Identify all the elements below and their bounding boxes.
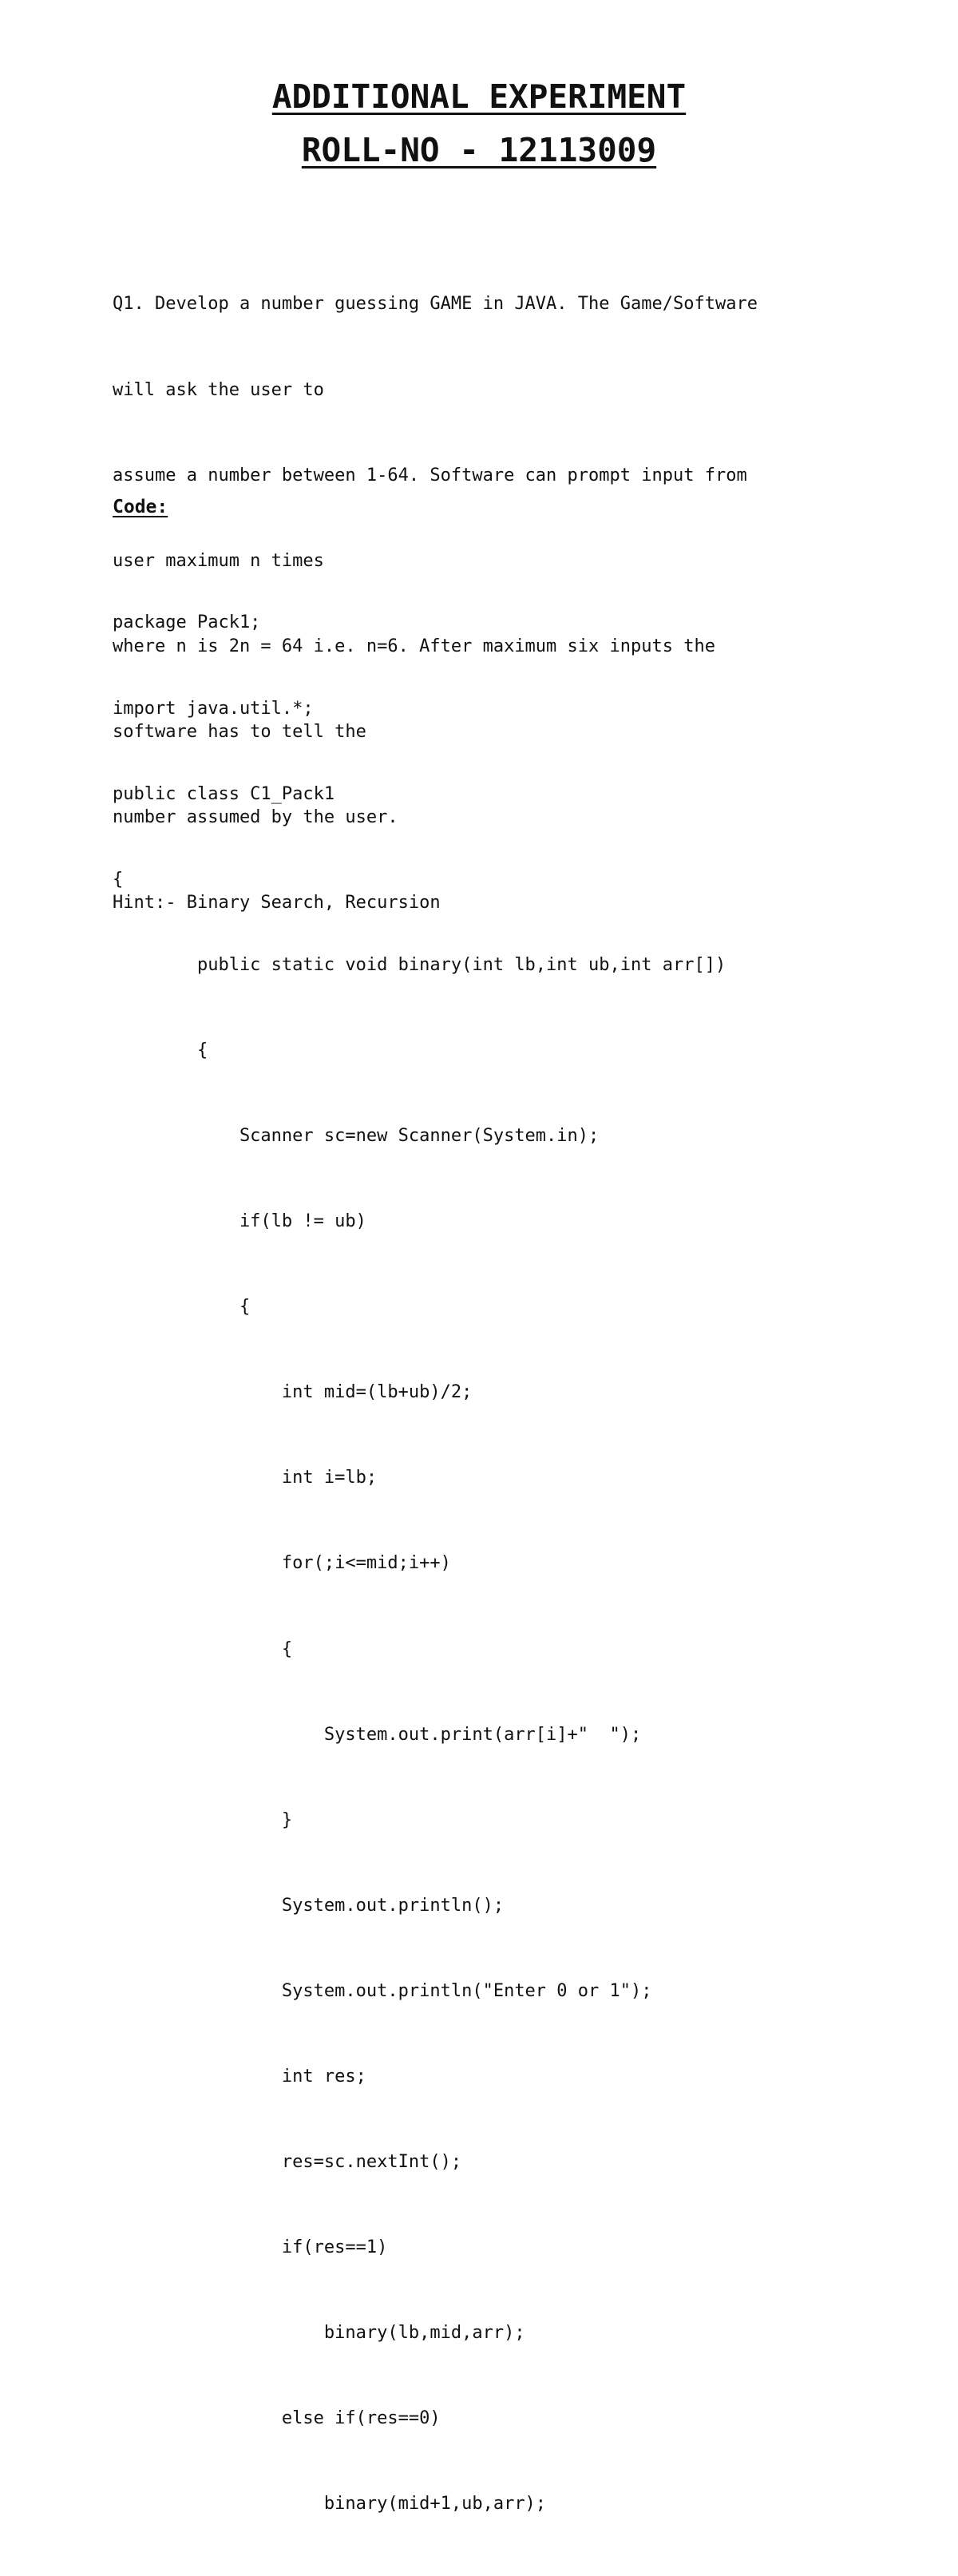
code-line: package Pack1; (113, 612, 261, 633)
code-line: for(;i<=mid;i++) (113, 1553, 451, 1574)
code-line: int mid=(lb+ub)/2; (113, 1382, 473, 1403)
code-line: res=sc.nextInt(); (113, 2152, 462, 2173)
question-line: where n is 2n = 64 i.e. n=6. After maximum six inputs the (113, 636, 715, 656)
code-line: Scanner sc=new Scanner(System.in); (113, 1125, 600, 1146)
code-line: System.out.println(); (113, 1895, 505, 1916)
question-line: Hint:- Binary Search, Recursion (113, 893, 441, 913)
code-line: else if(res==0) (113, 2408, 441, 2429)
code-line: if(res==1) (113, 2237, 388, 2258)
code-line: { (113, 1639, 293, 1659)
code-line: System.out.print(arr[i]+" "); (113, 1724, 642, 1745)
code-line: if(lb != ub) (113, 1211, 366, 1232)
code-line: { (113, 1297, 251, 1318)
code-line: int res; (113, 2067, 366, 2087)
code-line: public static void binary(int lb,int ub,int arr[]) (113, 954, 726, 975)
question-line: number assumed by the user. (113, 806, 398, 827)
code-line: int i=lb; (113, 1468, 378, 1488)
code-line: binary(lb,mid,arr); (113, 2323, 525, 2344)
question-line: will ask the user to (113, 379, 324, 400)
question-line: assume a number between 1-64. Software can prompt input from (113, 465, 747, 485)
code-line: System.out.println("Enter 0 or 1"); (113, 1980, 652, 2001)
code-heading: Code: (113, 497, 168, 517)
roll-number-title: ROLL-NO - 12113009 (301, 131, 657, 169)
question-line: user maximum n times (113, 550, 324, 571)
code-line: import java.util.*; (113, 698, 314, 719)
code-line: binary(mid+1,ub,arr); (113, 2494, 547, 2515)
code-line: public class C1_Pack1 (113, 783, 335, 804)
code-line: { (113, 1040, 208, 1060)
document-title: ADDITIONAL EXPERIMENT (271, 77, 687, 116)
question-line: software has to tell the (113, 721, 366, 742)
question-line: Q1. Develop a number guessing GAME in JAVA. The Game/Software (113, 294, 758, 315)
code-block (113, 552, 726, 2576)
code-line: } (113, 1809, 293, 1830)
code-line: { (113, 869, 124, 890)
